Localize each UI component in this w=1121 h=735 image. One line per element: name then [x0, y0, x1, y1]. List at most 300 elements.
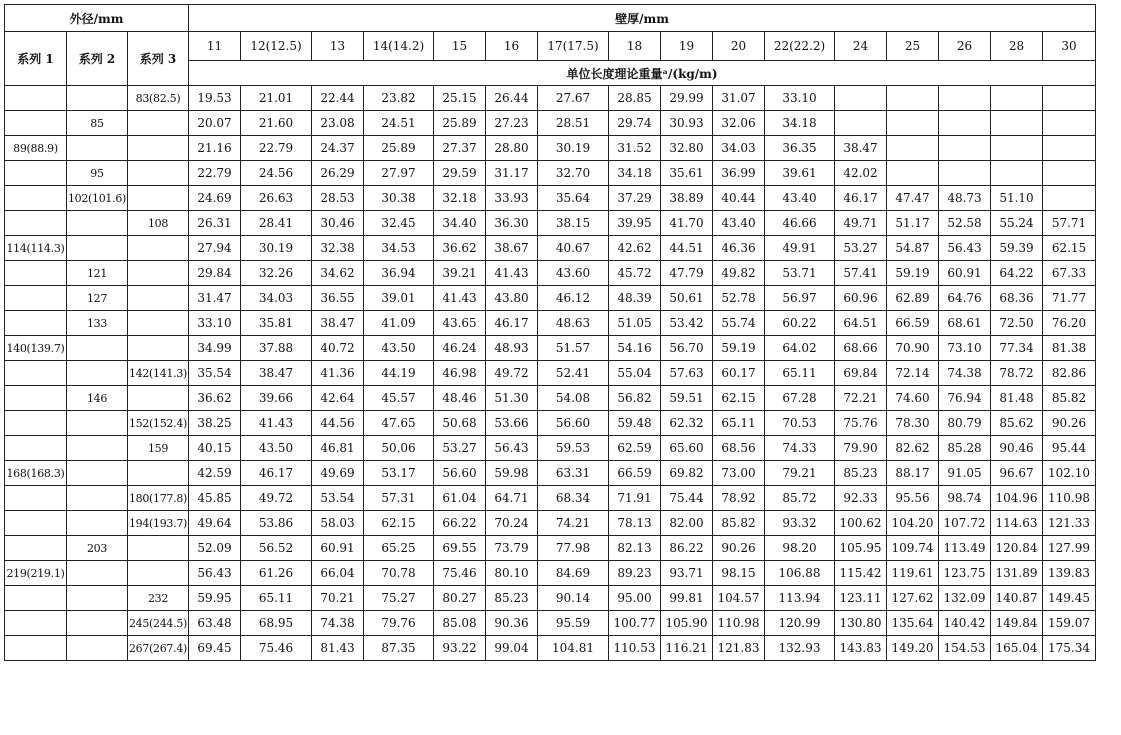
series-3-cell: 83(82.5)	[128, 86, 189, 111]
weight-cell: 93.71	[661, 561, 713, 586]
weight-cell: 79.76	[364, 611, 434, 636]
weight-cell: 46.17	[835, 186, 887, 211]
weight-cell: 44.19	[364, 361, 434, 386]
weight-cell	[991, 111, 1043, 136]
weight-cell: 74.38	[939, 361, 991, 386]
weight-cell: 33.10	[765, 86, 835, 111]
weight-cell: 72.14	[887, 361, 939, 386]
weight-cell: 65.11	[713, 411, 765, 436]
weight-cell: 132.09	[939, 586, 991, 611]
weight-cell: 68.56	[713, 436, 765, 461]
weight-cell: 159.07	[1043, 611, 1096, 636]
weight-cell: 46.12	[538, 286, 609, 311]
weight-cell: 50.06	[364, 436, 434, 461]
weight-cell	[835, 111, 887, 136]
thickness-column-header: 22(22.2)	[765, 32, 835, 61]
weight-cell: 59.95	[189, 586, 241, 611]
weight-cell: 49.69	[312, 461, 364, 486]
series-3-cell	[128, 386, 189, 411]
weight-cell: 41.43	[486, 261, 538, 286]
weight-cell: 90.26	[1043, 411, 1096, 436]
weight-cell: 51.30	[486, 386, 538, 411]
weight-cell: 73.00	[713, 461, 765, 486]
weight-cell: 165.04	[991, 636, 1043, 661]
weight-cell	[939, 161, 991, 186]
series-1-cell	[5, 161, 67, 186]
weight-cell: 87.35	[364, 636, 434, 661]
weight-cell: 85.23	[486, 586, 538, 611]
weight-cell: 75.76	[835, 411, 887, 436]
weight-cell: 33.10	[189, 311, 241, 336]
weight-cell	[887, 161, 939, 186]
weight-cell: 49.82	[713, 261, 765, 286]
series-1-cell	[5, 286, 67, 311]
weight-cell: 40.15	[189, 436, 241, 461]
weight-cell: 90.14	[538, 586, 609, 611]
series-3-cell	[128, 311, 189, 336]
wall-thickness-header: 壁厚/mm	[189, 5, 1096, 32]
series-3-cell: 152(152.4)	[128, 411, 189, 436]
weight-cell: 120.84	[991, 536, 1043, 561]
weight-cell: 24.37	[312, 136, 364, 161]
weight-cell: 104.96	[991, 486, 1043, 511]
weight-cell: 56.43	[189, 561, 241, 586]
weight-cell	[1043, 111, 1096, 136]
weight-cell: 85.08	[434, 611, 486, 636]
weight-cell: 104.20	[887, 511, 939, 536]
weight-cell: 43.50	[241, 436, 312, 461]
weight-cell: 120.99	[765, 611, 835, 636]
weight-cell: 25.89	[364, 136, 434, 161]
weight-cell	[939, 136, 991, 161]
weight-cell: 71.91	[609, 486, 661, 511]
weight-cell: 74.21	[538, 511, 609, 536]
weight-cell: 49.71	[835, 211, 887, 236]
table-row	[5, 161, 1096, 186]
weight-cell: 98.20	[765, 536, 835, 561]
series-3-cell	[128, 136, 189, 161]
weight-cell: 85.82	[713, 511, 765, 536]
weight-cell: 53.66	[486, 411, 538, 436]
series-2-cell	[67, 561, 128, 586]
weight-cell: 39.01	[364, 286, 434, 311]
weight-cell: 121.83	[713, 636, 765, 661]
weight-cell	[887, 136, 939, 161]
weight-cell: 149.84	[991, 611, 1043, 636]
weight-cell: 53.27	[835, 236, 887, 261]
weight-cell: 35.81	[241, 311, 312, 336]
series-2-cell	[67, 211, 128, 236]
weight-cell: 38.47	[312, 311, 364, 336]
weight-cell: 62.15	[1043, 236, 1096, 261]
weight-cell: 54.08	[538, 386, 609, 411]
weight-cell: 95.44	[1043, 436, 1096, 461]
weight-cell: 123.11	[835, 586, 887, 611]
series-1-cell	[5, 361, 67, 386]
weight-cell: 21.16	[189, 136, 241, 161]
weight-cell: 29.99	[661, 86, 713, 111]
weight-cell: 88.17	[887, 461, 939, 486]
weight-cell: 75.27	[364, 586, 434, 611]
series-3-cell	[128, 461, 189, 486]
weight-cell: 70.24	[486, 511, 538, 536]
weight-cell: 24.51	[364, 111, 434, 136]
weight-cell: 93.22	[434, 636, 486, 661]
weight-cell: 79.21	[765, 461, 835, 486]
weight-cell: 46.98	[434, 361, 486, 386]
weight-cell	[1043, 161, 1096, 186]
series-2-header: 系列 2	[67, 32, 128, 86]
weight-cell: 23.82	[364, 86, 434, 111]
weight-cell: 27.37	[434, 136, 486, 161]
series-2-cell	[67, 511, 128, 536]
weight-cell: 105.90	[661, 611, 713, 636]
weight-cell: 36.62	[434, 236, 486, 261]
weight-cell: 77.34	[991, 336, 1043, 361]
weight-cell: 93.32	[765, 511, 835, 536]
weight-cell: 116.21	[661, 636, 713, 661]
weight-cell: 121.33	[1043, 511, 1096, 536]
weight-cell: 56.43	[939, 236, 991, 261]
weight-cell: 22.44	[312, 86, 364, 111]
weight-cell: 57.71	[1043, 211, 1096, 236]
weight-cell: 46.66	[765, 211, 835, 236]
weight-cell: 32.06	[713, 111, 765, 136]
weight-cell: 33.93	[486, 186, 538, 211]
weight-cell: 22.79	[189, 161, 241, 186]
weight-cell: 65.60	[661, 436, 713, 461]
weight-cell: 48.39	[609, 286, 661, 311]
series-3-cell: 108	[128, 211, 189, 236]
weight-cell: 54.16	[609, 336, 661, 361]
weight-cell: 27.97	[364, 161, 434, 186]
weight-cell: 42.02	[835, 161, 887, 186]
weight-cell: 57.63	[661, 361, 713, 386]
series-1-cell: 89(88.9)	[5, 136, 67, 161]
weight-cell: 36.94	[364, 261, 434, 286]
weight-cell: 53.71	[765, 261, 835, 286]
weight-cell: 57.31	[364, 486, 434, 511]
weight-cell: 68.36	[991, 286, 1043, 311]
series-1-header: 系列 1	[5, 32, 67, 86]
weight-cell: 149.20	[887, 636, 939, 661]
weight-cell: 99.81	[661, 586, 713, 611]
weight-cell: 27.94	[189, 236, 241, 261]
series-3-cell: 194(193.7)	[128, 511, 189, 536]
weight-cell: 81.38	[1043, 336, 1096, 361]
weight-cell: 90.26	[713, 536, 765, 561]
weight-cell: 65.11	[765, 361, 835, 386]
weight-cell: 61.26	[241, 561, 312, 586]
series-1-cell: 114(114.3)	[5, 236, 67, 261]
weight-cell: 110.53	[609, 636, 661, 661]
weight-cell: 90.36	[486, 611, 538, 636]
weight-cell: 51.17	[887, 211, 939, 236]
weight-cell: 32.18	[434, 186, 486, 211]
weight-cell: 53.54	[312, 486, 364, 511]
weight-cell: 78.72	[991, 361, 1043, 386]
weight-cell: 76.20	[1043, 311, 1096, 336]
weight-cell	[887, 111, 939, 136]
thickness-column-header: 14(14.2)	[364, 32, 434, 61]
weight-cell: 80.10	[486, 561, 538, 586]
weight-cell: 30.19	[241, 236, 312, 261]
weight-cell: 34.99	[189, 336, 241, 361]
weight-cell: 113.49	[939, 536, 991, 561]
weight-cell: 74.60	[887, 386, 939, 411]
weight-cell: 84.69	[538, 561, 609, 586]
weight-cell: 23.08	[312, 111, 364, 136]
weight-cell: 55.24	[991, 211, 1043, 236]
series-1-cell	[5, 211, 67, 236]
series-2-cell: 146	[67, 386, 128, 411]
weight-cell: 66.59	[887, 311, 939, 336]
weight-cell: 35.61	[661, 161, 713, 186]
table-row	[5, 436, 1096, 461]
weight-cell: 34.03	[713, 136, 765, 161]
weight-cell: 39.95	[609, 211, 661, 236]
weight-cell: 143.83	[835, 636, 887, 661]
series-2-cell: 95	[67, 161, 128, 186]
weight-cell: 31.17	[486, 161, 538, 186]
series-3-cell	[128, 286, 189, 311]
weight-cell: 64.22	[991, 261, 1043, 286]
weight-cell	[835, 86, 887, 111]
table-row	[5, 186, 1096, 211]
weight-cell: 41.36	[312, 361, 364, 386]
weight-cell: 31.47	[189, 286, 241, 311]
series-1-cell: 219(219.1)	[5, 561, 67, 586]
thickness-column-header: 24	[835, 32, 887, 61]
weight-cell: 30.93	[661, 111, 713, 136]
weight-cell: 106.88	[765, 561, 835, 586]
weight-cell: 38.89	[661, 186, 713, 211]
weight-cell	[991, 136, 1043, 161]
weight-cell: 40.44	[713, 186, 765, 211]
series-3-cell	[128, 236, 189, 261]
weight-cell: 28.80	[486, 136, 538, 161]
thickness-column-header: 30	[1043, 32, 1096, 61]
series-2-cell	[67, 486, 128, 511]
weight-cell: 130.80	[835, 611, 887, 636]
weight-cell: 69.45	[189, 636, 241, 661]
weight-cell: 51.10	[991, 186, 1043, 211]
thickness-column-header: 13	[312, 32, 364, 61]
weight-cell: 56.82	[609, 386, 661, 411]
weight-cell: 38.25	[189, 411, 241, 436]
weight-cell: 65.11	[241, 586, 312, 611]
weight-cell: 39.21	[434, 261, 486, 286]
weight-cell: 26.29	[312, 161, 364, 186]
weight-cell: 41.43	[434, 286, 486, 311]
weight-cell: 63.31	[538, 461, 609, 486]
weight-cell: 29.59	[434, 161, 486, 186]
weight-cell: 30.46	[312, 211, 364, 236]
weight-cell: 42.59	[189, 461, 241, 486]
thickness-column-header: 28	[991, 32, 1043, 61]
weight-cell: 67.33	[1043, 261, 1096, 286]
weight-cell: 64.51	[835, 311, 887, 336]
weight-cell: 34.40	[434, 211, 486, 236]
weight-cell: 70.90	[887, 336, 939, 361]
series-2-cell	[67, 636, 128, 661]
weight-cell: 75.44	[661, 486, 713, 511]
weight-cell: 24.69	[189, 186, 241, 211]
weight-cell: 59.48	[609, 411, 661, 436]
weight-cell: 110.98	[1043, 486, 1096, 511]
weight-cell: 30.38	[364, 186, 434, 211]
weight-cell: 85.62	[991, 411, 1043, 436]
weight-cell: 81.48	[991, 386, 1043, 411]
weight-cell: 32.26	[241, 261, 312, 286]
weight-cell: 56.60	[538, 411, 609, 436]
table-row	[5, 611, 1096, 636]
series-2-cell	[67, 411, 128, 436]
weight-cell: 68.95	[241, 611, 312, 636]
weight-cell: 32.80	[661, 136, 713, 161]
series-2-cell: 121	[67, 261, 128, 286]
weight-cell: 127.99	[1043, 536, 1096, 561]
weight-cell: 70.21	[312, 586, 364, 611]
weight-cell: 43.40	[713, 211, 765, 236]
weight-cell: 99.04	[486, 636, 538, 661]
series-3-cell: 232	[128, 586, 189, 611]
unit-weight-header: 单位长度理论重量ᵃ/(kg/m)	[189, 61, 1096, 86]
series-3-cell	[128, 186, 189, 211]
weight-cell: 95.59	[538, 611, 609, 636]
series-1-cell: 168(168.3)	[5, 461, 67, 486]
thickness-column-header: 26	[939, 32, 991, 61]
weight-cell: 89.23	[609, 561, 661, 586]
weight-cell: 59.53	[538, 436, 609, 461]
weight-cell: 135.64	[887, 611, 939, 636]
weight-cell: 34.03	[241, 286, 312, 311]
weight-cell: 60.17	[713, 361, 765, 386]
weight-cell: 75.46	[434, 561, 486, 586]
weight-cell: 28.41	[241, 211, 312, 236]
weight-cell: 59.39	[991, 236, 1043, 261]
weight-cell: 113.94	[765, 586, 835, 611]
weight-cell: 38.15	[538, 211, 609, 236]
weight-cell: 20.07	[189, 111, 241, 136]
weight-cell	[1043, 136, 1096, 161]
weight-cell: 98.15	[713, 561, 765, 586]
weight-cell: 27.67	[538, 86, 609, 111]
weight-cell: 58.03	[312, 511, 364, 536]
thickness-column-header: 11	[189, 32, 241, 61]
weight-cell: 82.62	[887, 436, 939, 461]
weight-cell: 78.30	[887, 411, 939, 436]
series-2-cell: 133	[67, 311, 128, 336]
weight-cell	[939, 86, 991, 111]
series-1-cell	[5, 186, 67, 211]
weight-cell	[991, 86, 1043, 111]
weight-cell: 29.74	[609, 111, 661, 136]
series-3-cell: 180(177.8)	[128, 486, 189, 511]
weight-cell: 54.87	[887, 236, 939, 261]
weight-cell: 36.62	[189, 386, 241, 411]
weight-cell: 140.87	[991, 586, 1043, 611]
series-1-cell	[5, 86, 67, 111]
weight-table	[4, 4, 1096, 661]
thickness-column-header: 16	[486, 32, 538, 61]
weight-cell: 56.70	[661, 336, 713, 361]
table-row	[5, 111, 1096, 136]
series-1-cell	[5, 636, 67, 661]
weight-cell: 48.46	[434, 386, 486, 411]
series-1-cell	[5, 611, 67, 636]
weight-cell: 53.27	[434, 436, 486, 461]
weight-cell: 62.59	[609, 436, 661, 461]
weight-cell	[887, 86, 939, 111]
weight-cell: 74.38	[312, 611, 364, 636]
weight-cell: 131.89	[991, 561, 1043, 586]
weight-cell: 78.92	[713, 486, 765, 511]
weight-cell: 80.27	[434, 586, 486, 611]
weight-cell: 35.54	[189, 361, 241, 386]
weight-cell: 48.93	[486, 336, 538, 361]
weight-cell: 55.74	[713, 311, 765, 336]
weight-cell: 32.38	[312, 236, 364, 261]
weight-cell: 114.63	[991, 511, 1043, 536]
weight-cell: 41.09	[364, 311, 434, 336]
weight-cell: 55.04	[609, 361, 661, 386]
weight-cell: 85.28	[939, 436, 991, 461]
weight-cell: 19.53	[189, 86, 241, 111]
series-2-cell	[67, 611, 128, 636]
weight-cell: 104.57	[713, 586, 765, 611]
weight-cell: 59.51	[661, 386, 713, 411]
weight-cell: 46.24	[434, 336, 486, 361]
weight-cell: 25.89	[434, 111, 486, 136]
table-row	[5, 86, 1096, 111]
weight-cell: 60.91	[312, 536, 364, 561]
table-row	[5, 311, 1096, 336]
weight-cell	[1043, 86, 1096, 111]
weight-cell: 68.66	[835, 336, 887, 361]
weight-cell: 25.15	[434, 86, 486, 111]
weight-cell: 92.33	[835, 486, 887, 511]
weight-cell: 45.85	[189, 486, 241, 511]
series-3-cell: 245(244.5)	[128, 611, 189, 636]
weight-cell: 95.56	[887, 486, 939, 511]
table-row	[5, 261, 1096, 286]
weight-cell: 61.04	[434, 486, 486, 511]
table-row	[5, 536, 1096, 561]
weight-cell: 45.72	[609, 261, 661, 286]
table-row	[5, 486, 1096, 511]
table-row	[5, 211, 1096, 236]
weight-cell: 109.74	[887, 536, 939, 561]
weight-cell: 69.55	[434, 536, 486, 561]
weight-cell: 36.55	[312, 286, 364, 311]
weight-cell: 119.61	[887, 561, 939, 586]
weight-cell: 56.97	[765, 286, 835, 311]
weight-cell: 47.79	[661, 261, 713, 286]
series-3-cell	[128, 336, 189, 361]
table-body	[5, 86, 1096, 661]
table-row	[5, 336, 1096, 361]
weight-cell	[1043, 186, 1096, 211]
table-row	[5, 361, 1096, 386]
weight-cell: 53.42	[661, 311, 713, 336]
weight-cell: 28.53	[312, 186, 364, 211]
weight-cell: 56.43	[486, 436, 538, 461]
weight-cell: 30.19	[538, 136, 609, 161]
series-2-cell	[67, 361, 128, 386]
weight-cell: 36.99	[713, 161, 765, 186]
weight-cell: 104.81	[538, 636, 609, 661]
